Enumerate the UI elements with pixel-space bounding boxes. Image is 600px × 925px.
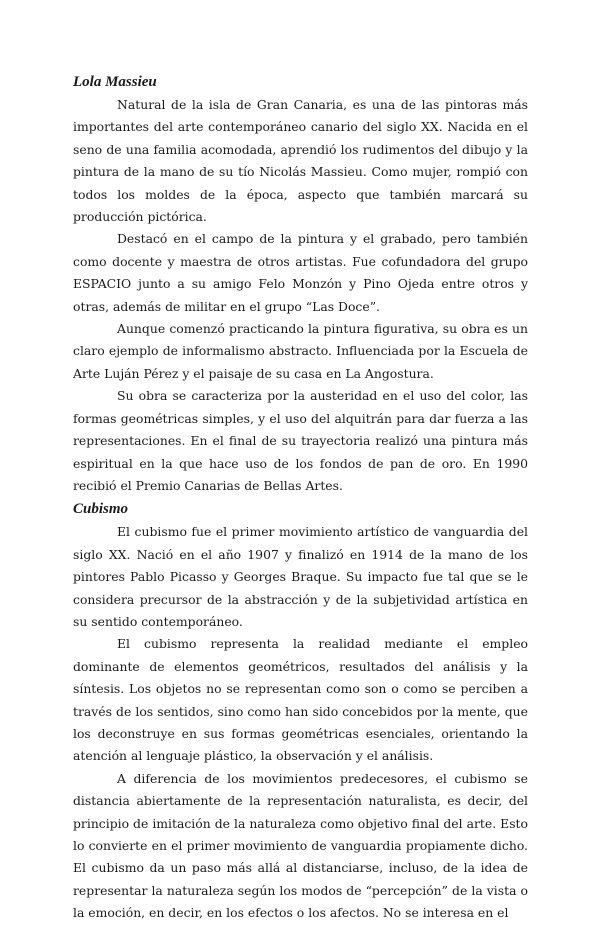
document-body (73, 70, 528, 925)
paragraph: Natural de la isla de Gran Canaria, es una de las pintoras más importantes del arte contemporáneo canario del siglo XX. Nacida en el seno de una familia acomodada, aprendió los rudimentos del dibujo y la pintura de la mano de su tío Nicolás Massieu. Como mujer, rompió con todos los moldes de la época, aspecto que también marcará su producción pictórica. (73, 97, 528, 225)
paragraph: Destacó en el campo de la pintura y el grabado, pero también como docente y maestra de otros artistas. Fue cofundadora del grupo ESPACIO junto a su amigo Felo Monzón y Pino Ojeda entre otros y otras, además de militar en el grupo “Las Doce”. (73, 231, 528, 314)
paragraph: El cubismo representa la realidad mediante el empleo dominante de elementos geométricos, resultados del análisis y la síntesis. Los objetos no se representan como son o como se perciben a través de los sentidos, sino como han sido concebidos por la mente, que los deconstruye en sus formas geométricas esenciales, orientando la atención al lenguaje plástico, la observación y el análisis. (73, 636, 528, 764)
paragraph: A diferencia de los movimientos predecesores, el cubismo se distancia abiertamente de la representación naturalista, es decir, del principio de imitación de la naturaleza como objetivo final del arte. Esto lo convierte en el primer movimiento de vanguardia propiamente dicho. El cubismo da un paso más allá al distanciarse, incluso, de la idea de representar la naturaleza según los modos de “percepción” de la vista o la emoción, en decir, en los efectos o los afectos. No se interesa en el (73, 770, 528, 921)
section-heading-lola-massieu: Lola Massieu (73, 74, 157, 90)
paragraph: Aunque comenzó practicando la pintura figurativa, su obra es un claro ejemplo de informalismo abstracto. Influenciada por la Escuela de Arte Luján Pérez y el paisaje de su casa en La Angostura. (73, 321, 528, 381)
paragraph: Su obra se caracteriza por la austeridad en el uso del color, las formas geométricas simples, y el uso del alquitrán para dar fuerza a las representaciones. En el final de su trayectoria realizó una pintura más espiritual en la que hace uso de los fondos de pan de oro. En 1990 recibió el Premio Canarias de Bellas Artes. (73, 388, 528, 493)
paragraph: El cubismo fue el primer movimiento artístico de vanguardia del siglo XX. Nació en el año 1907 y finalizó en 1914 de la mano de los pintores Pablo Picasso y Georges Braque. Su impacto fue tal que se le considera precursor de la abstracción y de la subjetividad artística en su sentido contemporáneo. (73, 524, 528, 629)
section-heading-cubismo: Cubismo (73, 501, 129, 518)
